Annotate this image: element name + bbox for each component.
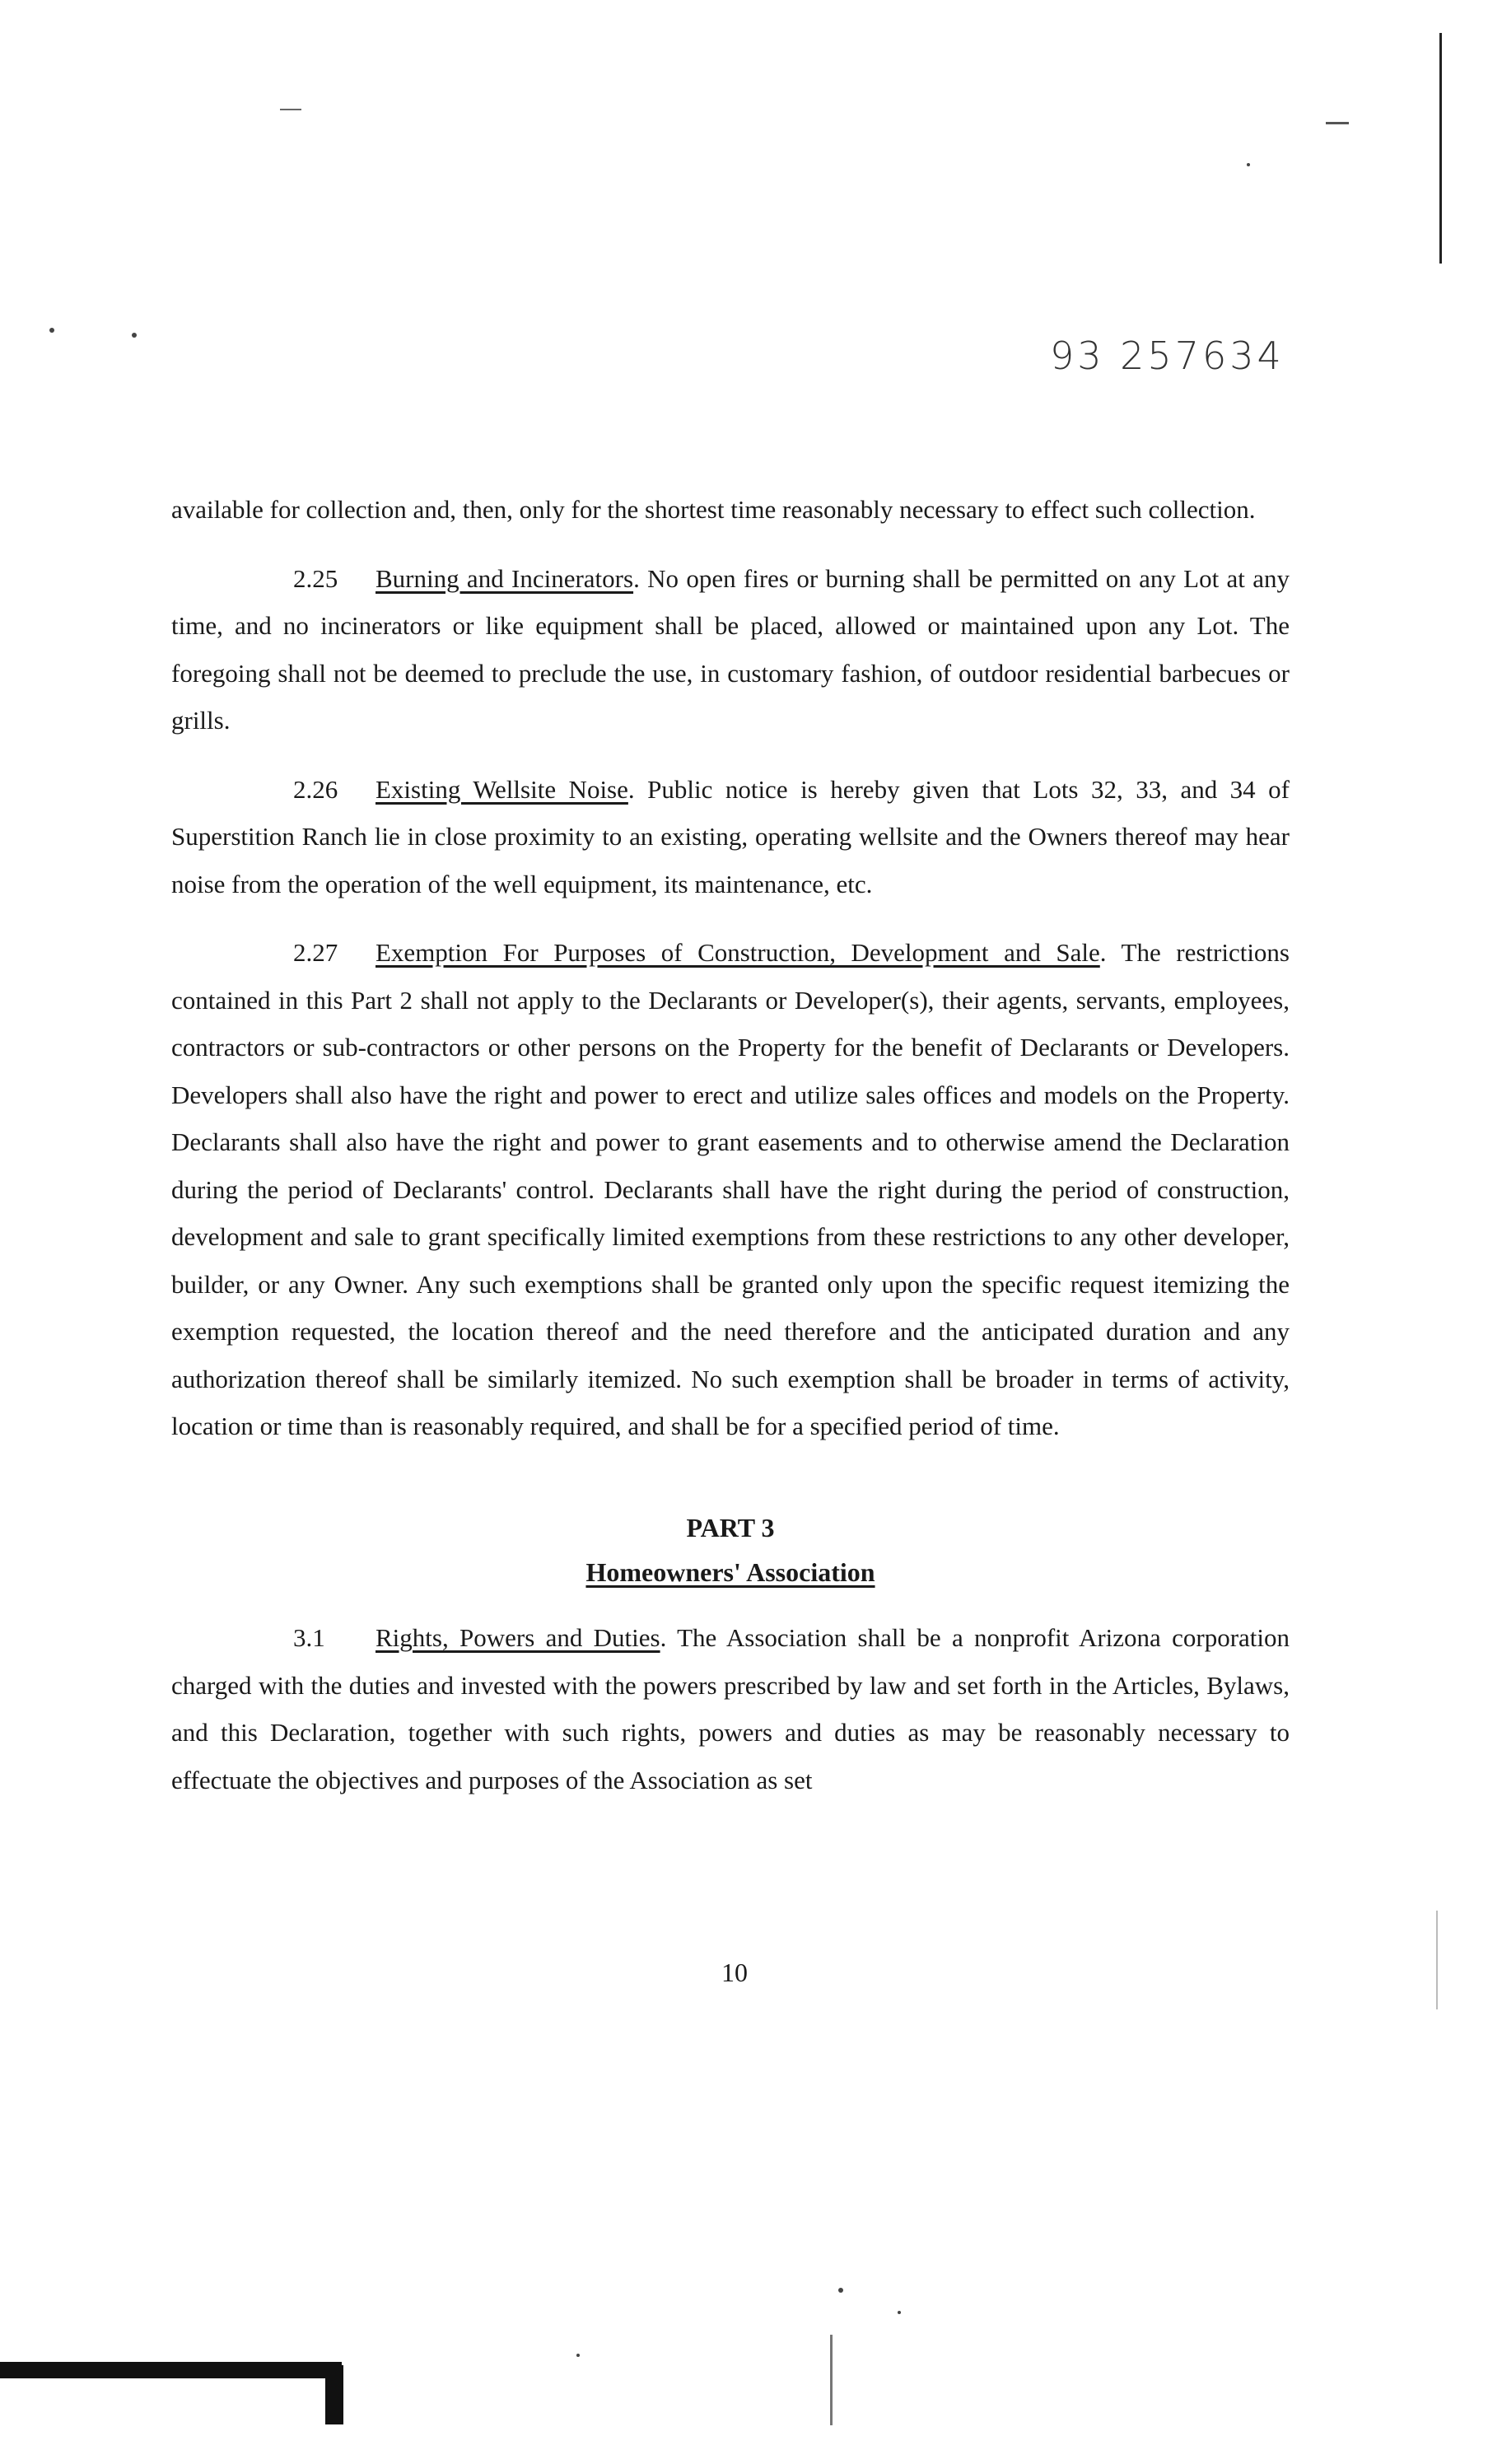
section-text: . Public notice is hereby given that Lots 32, 33, and 34 of Superstition Ranch lie in close proximity to an existing, operating wellsite and the Owners thereof may hear noise from the operation of the well equipment, its maintenance, etc. <box>171 774 1290 898</box>
paragraph-text: available for collection and, then, only for the shortest time reasonably necessary to effect such collection. <box>171 495 1256 524</box>
section-number: 2.26 <box>293 774 338 804</box>
scan-speck <box>898 2311 901 2314</box>
scan-speck <box>576 2354 580 2357</box>
section-number: 2.25 <box>293 563 338 593</box>
scan-edge-line <box>1436 1911 1438 2009</box>
section-2-25 <box>171 555 1290 744</box>
section-title: Existing Wellsite Noise <box>376 774 628 804</box>
scan-speck <box>1247 163 1250 166</box>
part-heading: PART 3 <box>686 1512 775 1542</box>
paragraph-continuation <box>171 486 1290 534</box>
scan-edge-line <box>830 2335 833 2425</box>
scan-edge-line <box>1326 122 1349 124</box>
scan-smudge <box>325 2365 343 2424</box>
section-text: . The Association shall be a nonprofit Arizona corporation charged with the duties and invested with the powers prescribed by law and set forth in the Articles, Bylaws, and this Declaration, together with such rights, powers and duties as may be reasonably necessary to effectuate the objectives and purposes of the Association as set <box>171 1623 1290 1794</box>
document-body <box>171 486 1290 1804</box>
section-title: Exemption For Purposes of Construction, Development and Sale <box>376 938 1100 967</box>
recording-stamp-number: 93 257634 <box>1050 334 1285 378</box>
section-number: 2.27 <box>293 938 338 967</box>
section-title: Rights, Powers and Duties <box>376 1623 660 1652</box>
scan-edge-line <box>1439 33 1442 264</box>
scan-speck <box>49 328 54 333</box>
scan-speck <box>132 333 137 338</box>
scan-edge-line <box>280 109 301 110</box>
section-title: Burning and Incinerators <box>376 563 634 593</box>
scan-speck <box>838 2288 843 2293</box>
section-number: 3.1 <box>293 1623 325 1652</box>
part-subheading: Homeowners' Association <box>585 1557 875 1587</box>
section-3-1 <box>171 1614 1290 1804</box>
scan-smudge <box>0 2362 342 2378</box>
section-2-26 <box>171 766 1290 908</box>
page-number: 10 <box>721 1958 748 1987</box>
section-text: . No open fires or burning shall be permitted on any Lot at any time, and no incinerators or like equipment shall be placed, allowed or maintained upon any Lot. The foregoing shall not be deemed to preclude the use, in customary fashion, of outdoor residential barbecues or grills. <box>171 563 1290 735</box>
section-text: . The restrictions contained in this Part 2 shall not apply to the Declarants or Developer(s), their agents, servants, employees, contractors or sub-contractors or other persons on the Property for the benefit of Declarants or Developers. Developers shall also have the right and power to erect and utilize sales offices and models on the Property. Declarants shall also have the right and power to grant easements and to otherwise amend the Declaration during the period of Declarants' control. Declarants shall have the right during the period of construction, development and sale to grant specifically limited exemptions from these restrictions to any other developer, builder, or any Owner. Any such exemptions shall be granted only upon the specific request itemizing the exemption requested, the location thereof and the need therefore and the anticipated duration and any authorization thereof shall be similarly itemized. No such exemption shall be broader in terms of activity, location or time than is reasonably required, and shall be for a specified period of time. <box>171 938 1290 1440</box>
section-2-27 <box>171 929 1290 1450</box>
